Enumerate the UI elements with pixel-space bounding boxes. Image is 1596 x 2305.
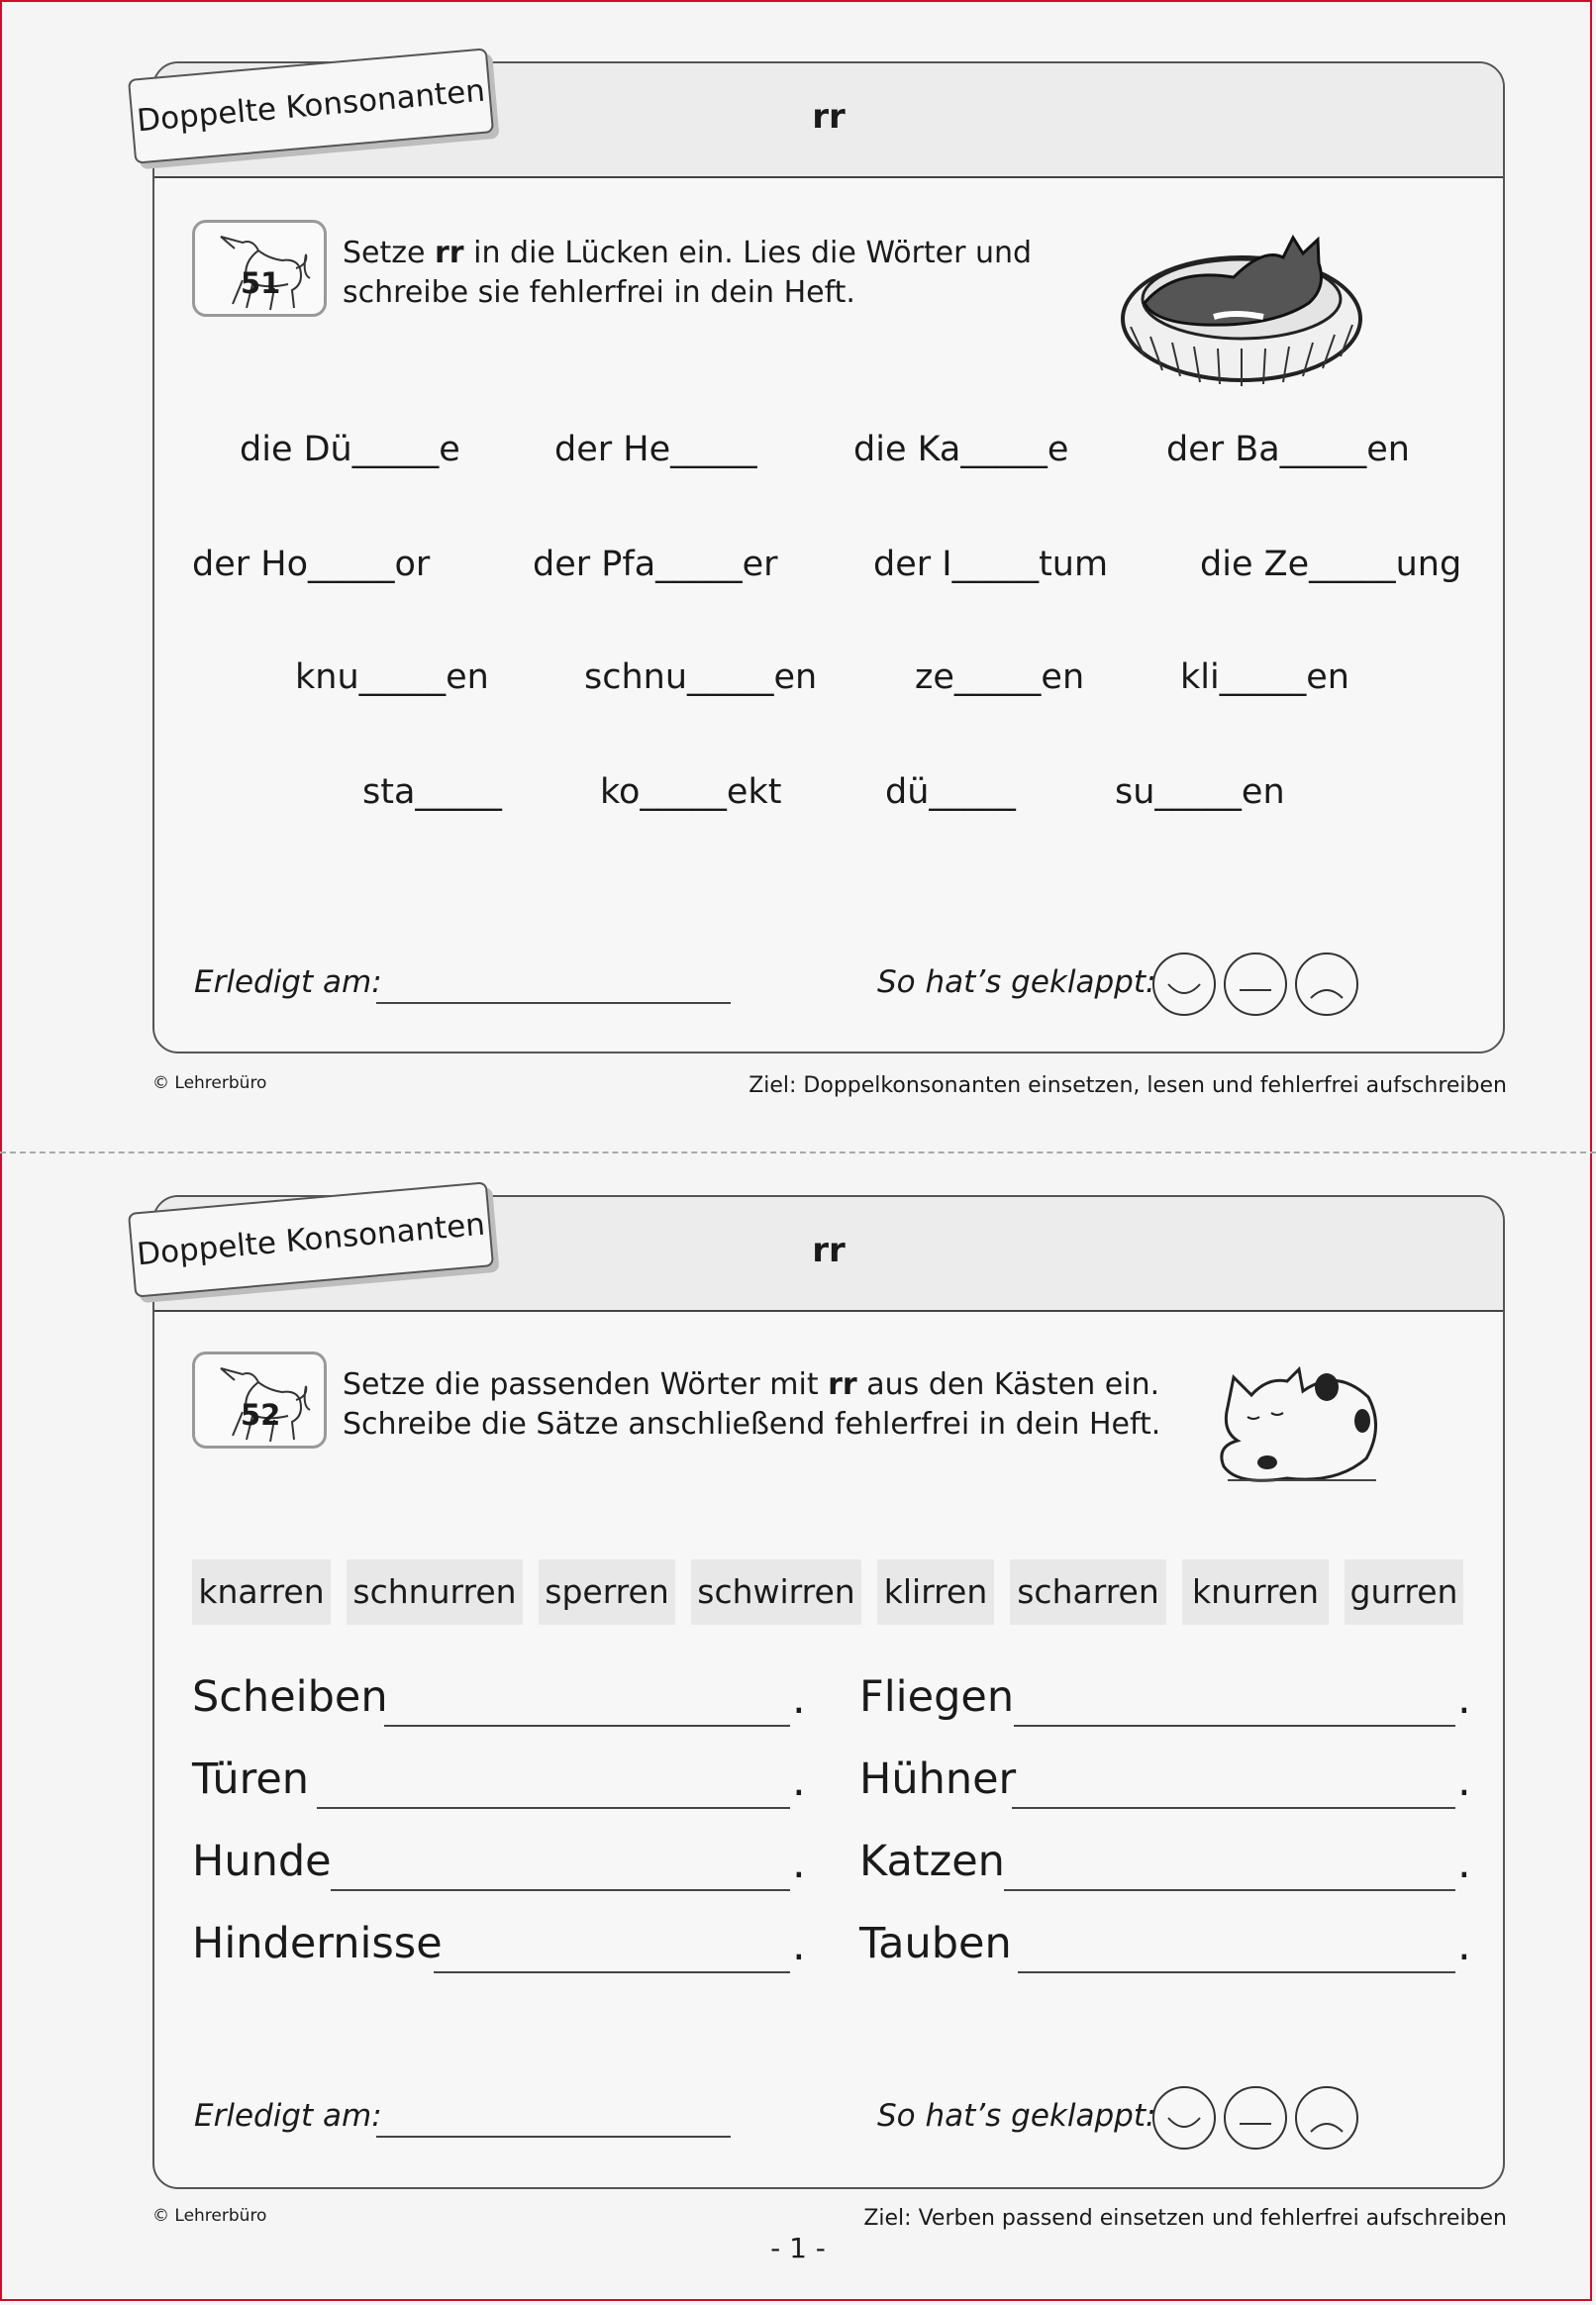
happy-face-icon[interactable] bbox=[1150, 2084, 1218, 2152]
learning-goal: Ziel: Doppelkonsonanten einsetzen, lesen und fehlerfrei aufschreiben bbox=[748, 1073, 1507, 1098]
gap-word: die Ze_____ung bbox=[1200, 545, 1462, 584]
card-title: rr bbox=[812, 1231, 846, 1270]
answer-line[interactable] bbox=[384, 1725, 790, 1727]
answer-line[interactable] bbox=[434, 1971, 790, 1973]
task-text-2: in die Lücken ein. Lies die Wörter und bbox=[463, 236, 1033, 270]
answer-line[interactable] bbox=[331, 1889, 790, 1891]
sentence-subject: Fliegen bbox=[859, 1672, 1015, 1722]
gap-word: sta_____ bbox=[362, 772, 502, 812]
worksheet-card-52 bbox=[152, 1195, 1505, 2189]
gap-word: der He_____ bbox=[554, 430, 757, 469]
sentence-subject: Scheiben bbox=[192, 1672, 388, 1722]
word-chip[interactable]: sperren bbox=[539, 1559, 675, 1625]
sentence-period: . bbox=[792, 1921, 806, 1970]
done-label: Erledigt am: bbox=[194, 964, 382, 1000]
gap-word: kli_____en bbox=[1180, 657, 1349, 697]
gap-word: der I_____tum bbox=[873, 545, 1109, 584]
sentence-subject: Tauben bbox=[859, 1919, 1012, 1968]
sentence-period: . bbox=[1457, 1921, 1471, 1970]
done-date-line[interactable] bbox=[376, 2136, 731, 2138]
gap-word: su_____en bbox=[1115, 772, 1285, 812]
word-chip[interactable]: klirren bbox=[877, 1559, 994, 1625]
sad-face-icon[interactable] bbox=[1293, 2084, 1360, 2152]
gap-word: der Ba_____en bbox=[1166, 430, 1410, 469]
task-text-3: Schreibe die Sätze anschließend fehlerfrei in dein Heft. bbox=[343, 1407, 1161, 1442]
neutral-face-icon[interactable] bbox=[1222, 2084, 1289, 2152]
sentence-subject: Katzen bbox=[859, 1837, 1005, 1886]
word-chip[interactable]: gurren bbox=[1345, 1559, 1463, 1625]
sentence-period: . bbox=[792, 1756, 806, 1806]
answer-line[interactable] bbox=[1004, 1889, 1455, 1891]
exercise-number-box bbox=[192, 220, 327, 317]
word-chip[interactable]: scharren bbox=[1010, 1559, 1166, 1625]
sentence-subject: Hindernisse bbox=[192, 1919, 443, 1968]
task-bold-rr: rr bbox=[435, 236, 464, 270]
cut-line bbox=[0, 1152, 1596, 1153]
copyright: © Lehrerbüro bbox=[152, 1073, 267, 1093]
gap-word: der Pfa_____er bbox=[533, 545, 778, 584]
task-text-2: aus den Kästen ein. bbox=[856, 1367, 1160, 1402]
gap-word: ze_____en bbox=[915, 657, 1085, 697]
answer-line[interactable] bbox=[1018, 1971, 1455, 1973]
exercise-number-box bbox=[192, 1352, 327, 1449]
answer-line[interactable] bbox=[317, 1807, 790, 1809]
done-date-line[interactable] bbox=[376, 1002, 731, 1004]
exercise-number: 51 bbox=[241, 266, 281, 300]
sentence-period: . bbox=[792, 1839, 806, 1888]
exercise-number: 52 bbox=[241, 1398, 281, 1432]
word-chip[interactable]: schwirren bbox=[691, 1559, 861, 1625]
task-text: Setze die passenden Wörter mit bbox=[343, 1367, 829, 1402]
answer-line[interactable] bbox=[1014, 1725, 1455, 1727]
task-instruction bbox=[343, 1365, 1160, 1445]
worksheet-card-51 bbox=[152, 61, 1505, 1053]
sentence-subject: Hunde bbox=[192, 1837, 332, 1886]
card-title: rr bbox=[812, 97, 846, 137]
word-chip[interactable]: knarren bbox=[192, 1559, 331, 1625]
gap-word: die Ka_____e bbox=[853, 430, 1069, 469]
copyright: © Lehrerbüro bbox=[152, 2206, 267, 2226]
gap-word: der Ho_____or bbox=[192, 545, 431, 584]
gap-word: die Dü_____e bbox=[240, 430, 460, 469]
word-bank bbox=[192, 1559, 1469, 1625]
topic-tag: Doppelte Konsonanten bbox=[128, 1181, 494, 1297]
sentence-subject: Türen bbox=[192, 1754, 310, 1804]
topic-tag: Doppelte Konsonanten bbox=[128, 48, 494, 163]
gap-word: schnu_____en bbox=[584, 657, 818, 697]
done-label: Erledigt am: bbox=[194, 2098, 382, 2134]
task-instruction bbox=[343, 234, 1032, 313]
sentence-subject: Hühner bbox=[859, 1754, 1017, 1804]
gap-word: ko_____ekt bbox=[600, 772, 782, 812]
cat-in-basket-illustration bbox=[1115, 208, 1372, 396]
sentence-period: . bbox=[1457, 1674, 1471, 1724]
learning-goal: Ziel: Verben passend einsetzen und fehlerfrei aufschreiben bbox=[863, 2206, 1507, 2231]
task-text-3: schreibe sie fehlerfrei in dein Heft. bbox=[343, 275, 855, 310]
neutral-face-icon[interactable] bbox=[1222, 951, 1289, 1018]
sentence-period: . bbox=[792, 1674, 806, 1724]
word-chip[interactable]: schnurren bbox=[347, 1559, 523, 1625]
sentence-period: . bbox=[1457, 1756, 1471, 1806]
sleeping-cat-illustration bbox=[1208, 1348, 1386, 1496]
page-number: - 1 - bbox=[770, 2232, 826, 2264]
sad-face-icon[interactable] bbox=[1293, 951, 1360, 1018]
gap-word: knu_____en bbox=[295, 657, 489, 697]
task-text: Setze bbox=[343, 236, 436, 270]
answer-line[interactable] bbox=[1012, 1807, 1455, 1809]
sentence-period: . bbox=[1457, 1839, 1471, 1888]
word-chip[interactable]: knurren bbox=[1182, 1559, 1329, 1625]
gap-word: dü_____ bbox=[885, 772, 1016, 812]
task-bold-rr: rr bbox=[828, 1367, 857, 1402]
rating-label: So hat’s geklappt: bbox=[877, 964, 1156, 1000]
happy-face-icon[interactable] bbox=[1150, 951, 1218, 1018]
rating-label: So hat’s geklappt: bbox=[877, 2098, 1156, 2134]
